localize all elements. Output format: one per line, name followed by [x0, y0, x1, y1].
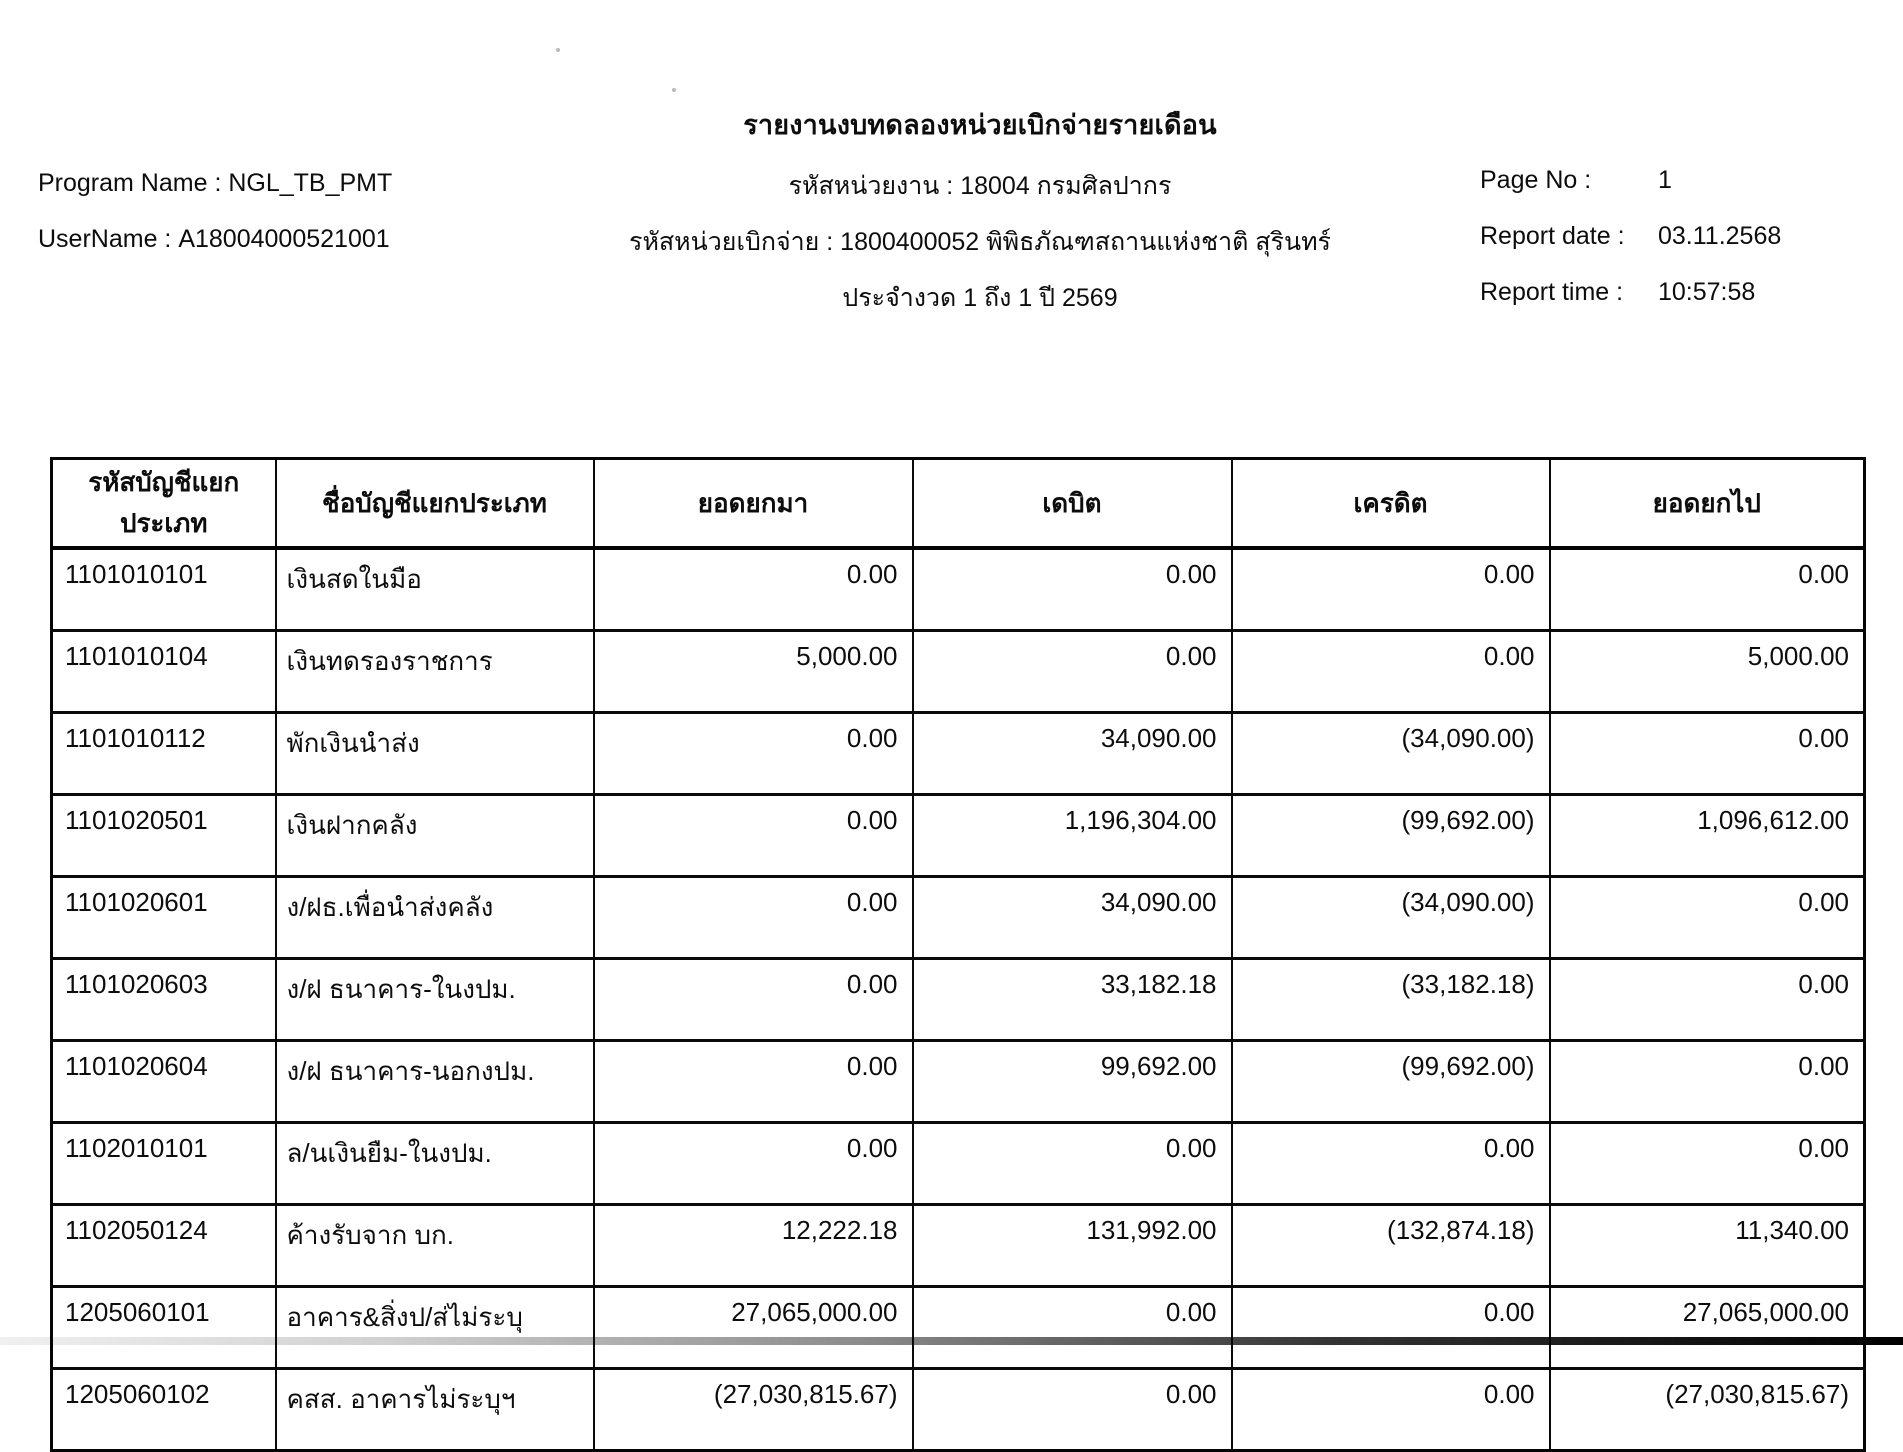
page-no-label: Page No : [1480, 166, 1592, 194]
ending-balance-cell: 27,065,000.00 [1550, 1287, 1865, 1369]
column-header-2: ยอดยกมา [594, 459, 913, 549]
account-name-cell: อาคาร&สิ่งป/ส่ไม่ระบุ [276, 1287, 594, 1369]
credit-cell: 0.00 [1232, 1369, 1550, 1451]
account-code-cell: 1101010112 [52, 713, 276, 795]
scan-speck [672, 88, 676, 92]
table-row [52, 795, 1865, 877]
ending-balance-cell: 5,000.00 [1550, 631, 1865, 713]
credit-cell: (34,090.00) [1232, 713, 1550, 795]
beginning-balance-cell: 0.00 [594, 877, 913, 959]
credit-cell: (99,692.00) [1232, 1041, 1550, 1123]
account-code-cell: 1101020603 [52, 959, 276, 1041]
ending-balance-cell: 0.00 [1550, 959, 1865, 1041]
account-name-cell: คสส. อาคารไม่ระบุฯ [276, 1369, 594, 1451]
program-name-label: Program Name : [38, 169, 222, 197]
agency-line: รหัสหน่วยงาน : 18004 กรมศิลปากร [788, 172, 1172, 200]
username-label: UserName : [38, 225, 172, 253]
table-header-row [52, 459, 1865, 549]
program-name-line [38, 169, 392, 198]
column-header-3: เดบิต [913, 459, 1232, 549]
period-line: ประจำงวด 1 ถึง 1 ปี 2569 [842, 284, 1118, 312]
program-name-value: NGL_TB_PMT [228, 169, 393, 197]
account-name-cell: ง/ฝ ธนาคาร-นอกงปม. [276, 1041, 594, 1123]
column-header-4: เครดิต [1232, 459, 1550, 549]
report-date-label: Report date : [1480, 222, 1625, 250]
ending-balance-cell: (27,030,815.67) [1550, 1369, 1865, 1451]
account-name-cell: เงินฝากคลัง [276, 795, 594, 877]
debit-cell: 33,182.18 [913, 959, 1232, 1041]
debit-cell: 34,090.00 [913, 877, 1232, 959]
beginning-balance-cell: 0.00 [594, 1123, 913, 1205]
ending-balance-cell: 0.00 [1550, 1123, 1865, 1205]
report-time-label: Report time : [1480, 278, 1624, 306]
page-no-value: 1 [1658, 166, 1672, 194]
credit-cell: (99,692.00) [1232, 795, 1550, 877]
column-header-0: รหัสบัญชีแยกประเภท [52, 459, 276, 549]
account-name-cell: พักเงินนำส่ง [276, 713, 594, 795]
credit-cell: (34,090.00) [1232, 877, 1550, 959]
table-row [52, 877, 1865, 959]
report-time-value: 10:57:58 [1658, 278, 1756, 306]
account-code-cell: 1102050124 [52, 1205, 276, 1287]
credit-cell: 0.00 [1232, 631, 1550, 713]
credit-cell: 0.00 [1232, 1123, 1550, 1205]
account-code-cell: 1205060102 [52, 1369, 276, 1451]
beginning-balance-cell: 0.00 [594, 959, 913, 1041]
account-name-cell: ง/ฝธ.เพื่อนำส่งคลัง [276, 877, 594, 959]
account-name-cell: เงินสดในมือ [276, 548, 594, 631]
report-title: รายงานงบทดลองหน่วยเบิกจ่ายรายเดือน [743, 110, 1217, 140]
ending-balance-cell: 0.00 [1550, 548, 1865, 631]
ending-balance-cell: 1,096,612.00 [1550, 795, 1865, 877]
account-name-cell: เงินทดรองราชการ [276, 631, 594, 713]
debit-cell: 34,090.00 [913, 713, 1232, 795]
ending-balance-cell: 0.00 [1550, 713, 1865, 795]
beginning-balance-cell: 27,065,000.00 [594, 1287, 913, 1369]
ending-balance-cell: 11,340.00 [1550, 1205, 1865, 1287]
scan-artifact-line [0, 1337, 1903, 1345]
debit-cell: 0.00 [913, 631, 1232, 713]
account-name-cell: ค้างรับจาก บก. [276, 1205, 594, 1287]
report-date-value: 03.11.2568 [1658, 222, 1782, 250]
account-code-cell: 1101020604 [52, 1041, 276, 1123]
ending-balance-cell: 0.00 [1550, 877, 1865, 959]
table-row [52, 1123, 1865, 1205]
account-code-cell: 1102010101 [52, 1123, 276, 1205]
debit-cell: 0.00 [913, 548, 1232, 631]
beginning-balance-cell: 0.00 [594, 1041, 913, 1123]
debit-cell: 0.00 [913, 1123, 1232, 1205]
account-code-cell: 1101010104 [52, 631, 276, 713]
table-row [52, 548, 1865, 631]
table-body [52, 548, 1865, 1451]
credit-cell: (132,874.18) [1232, 1205, 1550, 1287]
trial-balance-table [50, 457, 1866, 1452]
column-header-1: ชื่อบัญชีแยกประเภท [276, 459, 594, 549]
account-code-cell: 1101020601 [52, 877, 276, 959]
beginning-balance-cell: 12,222.18 [594, 1205, 913, 1287]
report-date-line [1480, 222, 1781, 251]
table-row [52, 1369, 1865, 1451]
table-row [52, 1287, 1865, 1369]
page-no-line [1480, 166, 1672, 195]
debit-cell: 1,196,304.00 [913, 795, 1232, 877]
debit-cell: 131,992.00 [913, 1205, 1232, 1287]
credit-cell: (33,182.18) [1232, 959, 1550, 1041]
beginning-balance-cell: 0.00 [594, 795, 913, 877]
account-code-cell: 1205060101 [52, 1287, 276, 1369]
column-header-5: ยอดยกไป [1550, 459, 1865, 549]
debit-cell: 99,692.00 [913, 1041, 1232, 1123]
table-row [52, 1205, 1865, 1287]
report-time-line [1480, 278, 1755, 307]
table-row [52, 631, 1865, 713]
beginning-balance-cell: 5,000.00 [594, 631, 913, 713]
table-row [52, 1041, 1865, 1123]
credit-cell: 0.00 [1232, 1287, 1550, 1369]
ending-balance-cell: 0.00 [1550, 1041, 1865, 1123]
account-code-cell: 1101020501 [52, 795, 276, 877]
account-code-cell: 1101010101 [52, 548, 276, 631]
debit-cell: 0.00 [913, 1369, 1232, 1451]
table-row [52, 713, 1865, 795]
username-value: A18004000521001 [178, 225, 390, 253]
beginning-balance-cell: 0.00 [594, 713, 913, 795]
table-row [52, 959, 1865, 1041]
account-name-cell: ง/ฝ ธนาคาร-ในงปม. [276, 959, 594, 1041]
scan-speck [556, 48, 560, 52]
beginning-balance-cell: 0.00 [594, 548, 913, 631]
username-line [38, 225, 390, 254]
beginning-balance-cell: (27,030,815.67) [594, 1369, 913, 1451]
account-name-cell: ล/นเงินยืม-ในงปม. [276, 1123, 594, 1205]
credit-cell: 0.00 [1232, 548, 1550, 631]
debit-cell: 0.00 [913, 1287, 1232, 1369]
disbursement-unit-line: รหัสหน่วยเบิกจ่าย : 1800400052 พิพิธภัณฑสถานแห่งชาติ สุรินทร์ [629, 228, 1331, 256]
